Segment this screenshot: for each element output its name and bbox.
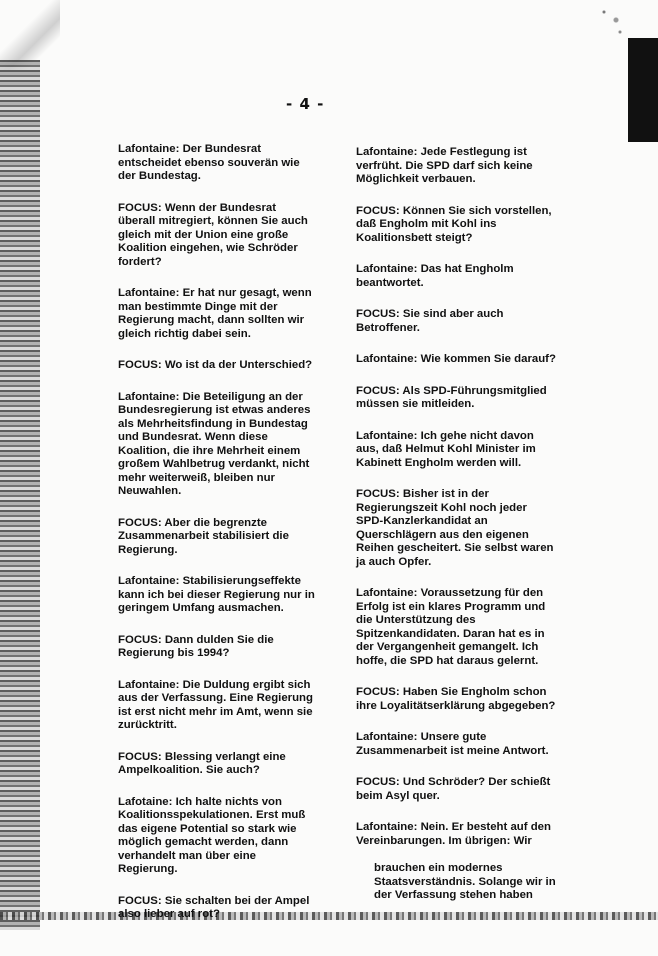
speaker: Lafontaine: bbox=[118, 143, 180, 155]
paragraph-text: Wo ist da der Unterschied? bbox=[164, 359, 313, 371]
speaker: FOCUS: bbox=[118, 359, 162, 371]
scan-left-edge-noise bbox=[0, 60, 40, 930]
paragraph-text: Ich gehe nicht davon aus, daß Helmut Kohl Minister im Kabinett Engholm werden will. bbox=[356, 429, 536, 469]
paragraph-text: Die Duldung ergibt sich aus der Verfassung. Eine Regierung ist erst nicht mehr im Amt, wenn sie zurücktritt. bbox=[118, 678, 313, 731]
paragraph bbox=[356, 686, 562, 713]
paragraph bbox=[356, 430, 562, 471]
paragraph bbox=[118, 143, 318, 184]
paragraph-text: Blessing verlangt eine Ampelkoalition. Sie auch? bbox=[118, 750, 286, 776]
paragraph-text: Die Beteiligung an der Bundesregierung ist etwas anderes als Mehrheitsfindung in Bundestag und Bundesrat. Wenn diese Koalition, die ihre Mehrheit einem großem Wahlbetrug verdankt, nicht mehr weiterweiß, bleiben nur Neuwahlen. bbox=[118, 390, 311, 497]
speaker: Lafontaine: bbox=[356, 731, 418, 743]
paragraph-text: Voraussetzung für den Erfolg ist ein klares Programm und die Unterstützung des Spitzenkandidaten. Daran hat es in der Vergangenheit gemangelt. Ich hoffe, die SPD hat daraus gelernt. bbox=[356, 587, 546, 667]
paragraph bbox=[356, 731, 562, 758]
paragraph-text: Können Sie sich vorstellen, daß Engholm mit Kohl ins Koalitionsbett steigt? bbox=[356, 204, 552, 244]
speaker: Lafontaine: bbox=[356, 587, 418, 599]
paragraph bbox=[118, 634, 318, 661]
paragraph bbox=[356, 587, 562, 668]
speaker: FOCUS: bbox=[118, 201, 162, 214]
paragraph-text: brauchen ein modernes Staatsverständnis. Solange wir in der Verfassung stehen haben bbox=[374, 862, 556, 901]
paragraph bbox=[118, 287, 318, 341]
paragraph-text: Er hat nur gesagt, wenn man bestimmte Dinge mit der Regierung macht, dann sollten wir gleich richtig dabei sein. bbox=[118, 287, 312, 340]
paragraph-text: Jede Festlegung ist verfrüht. Die SPD darf sich keine Möglichkeit verbauen. bbox=[356, 146, 533, 185]
paragraph-text: Wie kommen Sie darauf? bbox=[420, 353, 556, 365]
speaker: Lafontaine: bbox=[356, 146, 418, 158]
paragraph-text: Und Schröder? Der schießt beim Asyl quer. bbox=[356, 776, 551, 802]
speaker: Lafontaine: bbox=[118, 575, 180, 587]
paragraph bbox=[118, 796, 318, 877]
paragraph bbox=[356, 821, 562, 848]
paragraph bbox=[118, 575, 318, 616]
paragraph-text: Sie sind aber auch Betroffener. bbox=[356, 308, 504, 334]
speaker: Lafontaine: bbox=[118, 287, 180, 299]
paragraph-text: Dann dulden Sie die Regierung bis 1994? bbox=[118, 633, 274, 659]
paragraph bbox=[118, 517, 318, 558]
speaker: FOCUS: bbox=[356, 308, 400, 320]
speaker: FOCUS: bbox=[356, 776, 400, 788]
right-column bbox=[356, 146, 562, 921]
speaker: FOCUS: bbox=[118, 516, 162, 529]
paragraph bbox=[118, 391, 318, 499]
speaker: Lafontaine: bbox=[356, 353, 418, 365]
paragraph-text: Nein. Er besteht auf den Vereinbarungen. Im übrigen: Wir bbox=[356, 821, 551, 847]
paragraph-text: Das hat Engholm beantwortet. bbox=[356, 263, 514, 289]
paragraph-text: Bisher ist in der Regierungszeit Kohl noch jeder SPD-Kanzlerkandidat an Querschlägern aus den eigenen Reihen gescheitert. Sie selbst waren ja auch Opfer. bbox=[356, 488, 554, 568]
paragraph bbox=[356, 205, 562, 246]
paragraph-continuation bbox=[356, 862, 562, 903]
paragraph bbox=[356, 146, 562, 187]
paragraph bbox=[356, 488, 562, 569]
paragraph bbox=[118, 751, 318, 778]
speaker: FOCUS: bbox=[118, 894, 162, 907]
speaker: FOCUS: bbox=[356, 384, 400, 397]
paragraph-text: Haben Sie Engholm schon ihre Loyalitätserklärung abgegeben? bbox=[356, 686, 556, 712]
speaker: FOCUS: bbox=[356, 686, 400, 698]
speaker: FOCUS: bbox=[118, 633, 162, 646]
paragraph-text: Als SPD-Führungsmitglied müssen sie mitleiden. bbox=[356, 384, 547, 410]
paragraph bbox=[356, 353, 562, 367]
speaker: Lafontaine: bbox=[356, 429, 418, 442]
speaker: Lafontaine: bbox=[118, 678, 180, 691]
left-column bbox=[118, 143, 318, 940]
paragraph bbox=[118, 202, 318, 270]
paragraph-text: Ich halte nichts von Koalitionsspekulationen. Erst muß das eigene Potential so stark wie möglich gemacht werden, dann verhandelt man über eine Regierung. bbox=[118, 795, 306, 875]
paragraph-text: Aber die begrenzte Zusammenarbeit stabilisiert die Regierung. bbox=[118, 516, 289, 556]
speaker: FOCUS: bbox=[356, 204, 400, 217]
paragraph bbox=[356, 263, 562, 290]
speaker: FOCUS: bbox=[356, 488, 400, 500]
paragraph-text: Der Bundesrat entscheidet ebenso souverän wie der Bundestag. bbox=[118, 143, 300, 182]
paragraph bbox=[356, 385, 562, 412]
speaker: Lafontaine: bbox=[356, 821, 418, 833]
speaker: Lafotaine: bbox=[118, 795, 173, 808]
scan-black-bar bbox=[628, 38, 658, 142]
scan-speckle bbox=[592, 0, 632, 40]
paragraph-text: Wenn der Bundesrat überall mitregiert, können Sie auch gleich mit der Union eine große Koalition eingehen, wie Schröder fordert? bbox=[118, 201, 308, 268]
speaker: Lafontaine: bbox=[356, 263, 418, 275]
paragraph-text: Sie schalten bei der Ampel also lieber auf rot? bbox=[118, 894, 310, 920]
paragraph bbox=[118, 359, 318, 373]
paragraph-text: Stabilisierungseffekte kann ich bei dieser Regierung nur in geringem Umfang ausmachen. bbox=[118, 575, 315, 614]
paragraph bbox=[118, 679, 318, 733]
paragraph bbox=[356, 776, 562, 803]
paragraph bbox=[118, 895, 318, 922]
speaker: FOCUS: bbox=[118, 750, 162, 763]
paragraph-text: Unsere gute Zusammenarbeit ist meine Antwort. bbox=[356, 731, 549, 757]
page-number: - 4 - bbox=[286, 95, 325, 113]
paragraph bbox=[356, 308, 562, 335]
speaker: Lafontaine: bbox=[118, 390, 180, 403]
